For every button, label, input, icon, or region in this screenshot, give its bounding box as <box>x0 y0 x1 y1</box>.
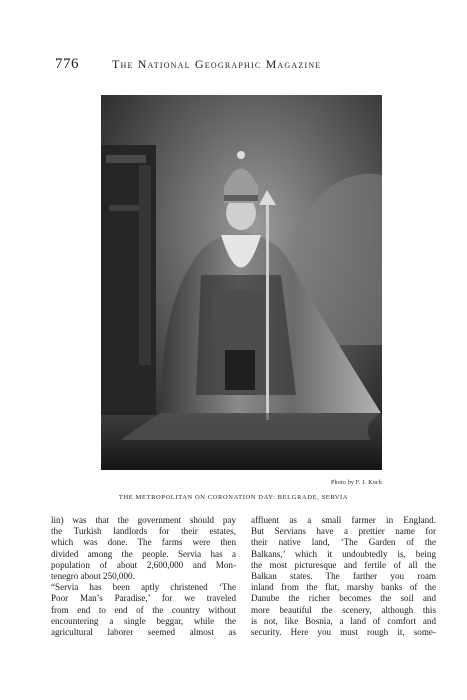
text-line: more beautiful the scenery, although this <box>251 604 436 615</box>
text-line: Poor Man’s Paradise,’ for we traveled <box>51 593 236 604</box>
text-line: the most picturesque and fertile of all the <box>251 559 436 570</box>
text-line: “Servia has been aptly christened ‘The <box>51 582 236 593</box>
page-number: 776 <box>55 56 79 72</box>
text-line: affluent as a small farmer in England. <box>251 515 436 525</box>
paragraph-2 <box>51 582 236 638</box>
text-line: tenegro about 250,000. <box>51 571 135 582</box>
text-line: population of about 2,600,000 and Mon- <box>51 559 236 570</box>
body-text-right-column <box>251 515 436 638</box>
text-line: which was done. The farms were then <box>51 537 236 548</box>
photo-caption: THE METROPOLITAN ON CORONATION DAY: BELGRADE, SERVIA <box>118 494 349 501</box>
metropolitan-photograph <box>101 95 382 470</box>
paragraph-3 <box>251 515 436 638</box>
paragraph-1 <box>51 515 236 582</box>
text-line: from end to end of the country without <box>51 604 236 615</box>
text-line: Balkan states. The farther you roam <box>251 571 436 582</box>
text-line: divided among the people. Servia has a <box>51 548 236 559</box>
text-line: their native land, ‘The Garden of the <box>251 537 436 548</box>
text-line: encountering a single beggar, while the <box>51 615 236 626</box>
text-line: Danube the richer becomes the soil and <box>251 593 436 604</box>
text-line: security. Here you must rough it, some- <box>251 627 436 638</box>
body-text-left-column <box>51 515 236 638</box>
photo-credit: Photo by F. J. Koch <box>331 480 382 486</box>
text-line: But Servians have a prettier name for <box>251 526 436 537</box>
running-head: The National Geographic Magazine <box>112 57 322 71</box>
text-line: inland from the flat, marshy banks of the <box>251 582 436 593</box>
text-line: the Turkish landlords for their estates, <box>51 526 236 537</box>
text-line: is not, like Bosnia, a land of comfort and <box>251 615 436 626</box>
text-line: lin) was that the government should pay <box>51 515 236 525</box>
text-line: Balkans,’ which it undoubtedly is, being <box>251 548 436 559</box>
text-line: agricultural laborer seemed almost as <box>51 627 236 638</box>
